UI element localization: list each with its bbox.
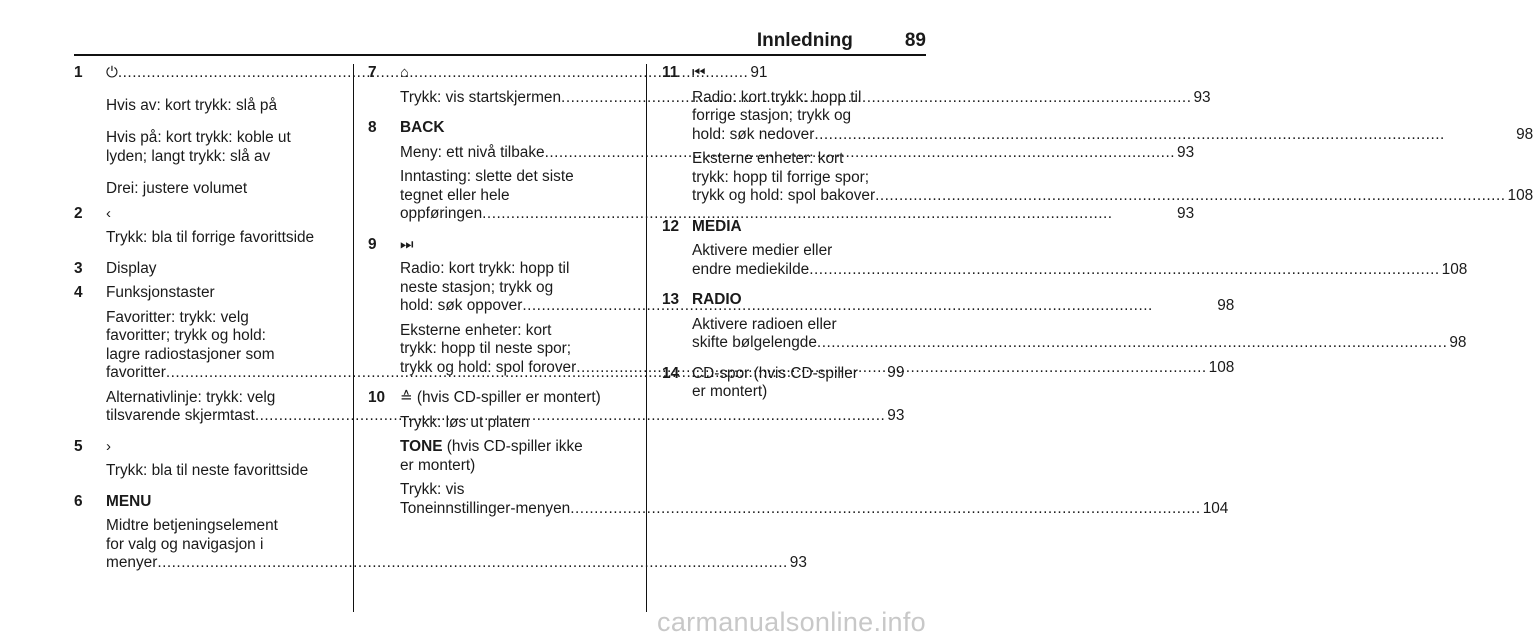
item-text: trykk og hold: spol bakover — [692, 187, 876, 204]
item-number: 11 — [662, 64, 679, 81]
item-text: favoritter — [106, 364, 166, 381]
item-label: RADIO — [692, 291, 742, 308]
page-ref: 108 — [1441, 260, 1468, 278]
item-number: 13 — [662, 291, 680, 308]
item-text: trykk: hopp til forrige spor; — [692, 168, 870, 186]
page-ref: 93 — [887, 407, 905, 424]
item-number: 3 — [74, 259, 83, 277]
item-number: 6 — [74, 492, 83, 510]
page-ref: 93 — [1193, 88, 1211, 106]
item-text: for valg og navigasjon i — [106, 535, 264, 553]
chevron-right-icon: › — [106, 437, 111, 455]
item-text: endre mediekilde — [692, 260, 810, 278]
item-text: Eksterne enheter: kort — [400, 321, 552, 339]
skip-previous-icon: ⏮ — [692, 64, 706, 81]
item-text: er montert) — [400, 456, 476, 474]
item-text: trykk og hold: spol forover — [400, 358, 577, 376]
item-number: 10 — [368, 389, 386, 406]
item-label: BACK — [400, 119, 445, 136]
header-rule — [74, 54, 926, 56]
page-ref: 98 — [1516, 125, 1533, 143]
item-number: 9 — [368, 235, 377, 253]
item-text: lyden; langt trykk: slå av — [106, 147, 271, 165]
item-number: 14 — [662, 364, 680, 382]
page-ref: 108 — [1507, 187, 1533, 204]
item-text: Toneinnstillinger-menyen — [400, 499, 571, 517]
item-text: Radio: kort trykk: hopp til — [400, 260, 570, 277]
item-number: 12 — [662, 217, 680, 235]
item-text: Alternativlinje: trykk: velg — [106, 388, 276, 406]
page-ref: 108 — [1208, 358, 1235, 376]
power-icon: ⏻ — [106, 64, 118, 81]
item-text: Aktivere medier eller — [692, 242, 833, 259]
list-item — [74, 438, 336, 487]
chevron-left-icon: ‹ — [106, 204, 111, 222]
page-ref: 93 — [1177, 205, 1195, 222]
item-text: CD-spor (hvis CD-spiller — [692, 364, 858, 382]
page-ref: 93 — [789, 554, 807, 571]
item-text: skifte bølgelengde — [692, 334, 817, 351]
page-ref: 91 — [750, 64, 768, 81]
item-text: hold: søk oppover — [400, 297, 523, 314]
item-label: MENU — [106, 492, 152, 510]
page-ref: 93 — [1177, 143, 1195, 161]
item-text: (hvis CD-spiller ikke — [446, 438, 583, 455]
item-text: lagre radiostasjoner som — [106, 345, 275, 363]
list-item — [662, 365, 926, 402]
item-text: tegnet eller hele — [400, 186, 510, 204]
item-number: 1 — [74, 64, 83, 81]
item-text: Radio: kort trykk: hopp til — [692, 88, 862, 106]
item-text: Trykk: løs ut platen — [400, 413, 530, 431]
item-text: hold: søk nedover — [692, 125, 815, 143]
item-text: Trykk: vis startskjermen — [400, 88, 562, 106]
list-item — [662, 291, 1467, 359]
item-text: Trykk: vis — [400, 481, 465, 498]
page-ref: 98 — [1449, 334, 1467, 351]
item-label: Display — [106, 259, 157, 277]
home-icon: ⌂ — [400, 64, 410, 81]
item-label: (hvis CD-spiller er montert) — [416, 389, 601, 406]
item-text: Eksterne enheter: kort — [692, 150, 844, 167]
item-text: Inntasting: slette det siste — [400, 168, 574, 185]
item-text: Hvis av: kort trykk: slå på — [106, 96, 278, 114]
tone-label: TONE — [400, 438, 443, 455]
item-text: menyer — [106, 554, 158, 571]
item-text: Hvis på: kort trykk: koble ut — [106, 129, 291, 146]
page-header — [74, 30, 926, 56]
watermark: carmanualsonline.info — [657, 607, 926, 637]
item-text: trykk: hopp til neste spor; — [400, 340, 572, 357]
list-item — [74, 260, 336, 279]
item-number: 4 — [74, 284, 83, 301]
item-text: oppføringen — [400, 205, 483, 222]
item-text: neste stasjon; trykk og — [400, 278, 554, 296]
page-ref: 99 — [887, 364, 905, 381]
page-ref: 98 — [1217, 297, 1235, 314]
item-number: 7 — [368, 64, 377, 81]
item-text: Aktivere radioen eller — [692, 315, 837, 333]
page-number: 89 — [904, 30, 926, 51]
item-text: Favoritter: trykk: velg — [106, 308, 249, 326]
item-text: Trykk: bla til neste favorittside — [106, 462, 309, 479]
list-item — [74, 205, 336, 254]
item-number: 2 — [74, 204, 83, 222]
item-text: tilsvarende skjermtast — [106, 407, 255, 424]
eject-icon: ≙ — [400, 389, 413, 406]
chapter-title: Innledning — [756, 30, 853, 51]
item-label: MEDIA — [692, 217, 742, 235]
list-item — [662, 217, 1468, 286]
item-number: 8 — [368, 119, 377, 136]
item-label: Funksjonstaster — [106, 284, 215, 301]
item-text: favoritter; trykk og hold: — [106, 327, 266, 344]
item-text: Meny: ett nivå tilbake — [400, 143, 545, 161]
item-number: 5 — [74, 437, 83, 455]
item-text: Drei: justere volumet — [106, 180, 248, 197]
item-text: Trykk: bla til forrige favorittside — [106, 229, 315, 246]
item-text: er montert) — [692, 383, 768, 400]
skip-next-icon: ⏭ — [400, 235, 414, 253]
item-text: Midtre betjeningselement — [106, 517, 278, 534]
page-ref: 104 — [1202, 499, 1229, 517]
item-text: forrige stasjon; trykk og — [692, 107, 852, 124]
